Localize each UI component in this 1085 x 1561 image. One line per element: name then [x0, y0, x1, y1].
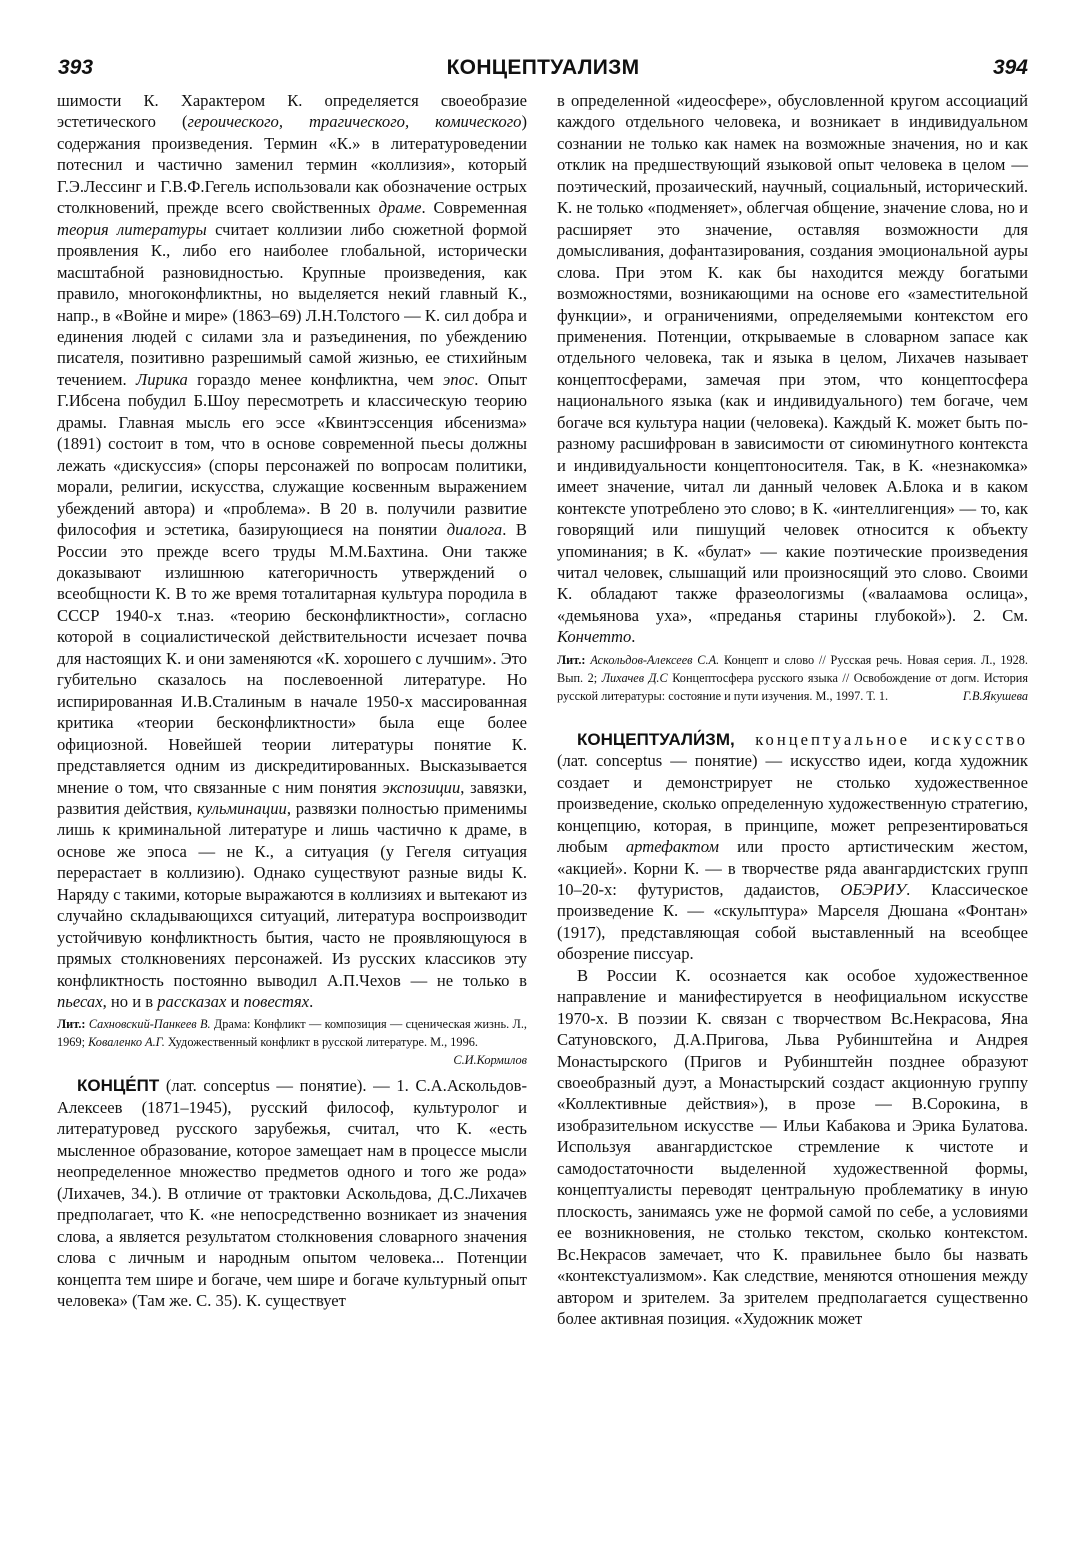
page-number-left: 393 [58, 56, 94, 79]
entry-separator [557, 705, 1028, 729]
literature-reference-konflikt: Лит.: Сахновский-Панкеев В. Драма: Конфликт — композиция — сценическая жизнь. Л., 1969; Коваленко А.Г. Художественный конфликт в русской литературе. М., 1996. С.И.Кормилов [57, 1017, 527, 1068]
konflikt-continuation-paragraph: шимости К. Характером К. определяется своеобразие эстетического (героического, трагического, комического) содержания произведения. Термин «К.» в литературоведении потеснил и частично заменил термин «коллизия», который Г.Э.Лессинг и Г.В.Ф.Гегель использовали как обозначение острых столкновений, прежде всего свойственных драме. Современная теория литературы считает коллизии либо сюжетной формой проявления К., либо его наиболее глобальной, исторически масштабной разновидностью. Крупные произведения, как правило, многоконфликтны, но выделяется некий главный К., напр., в «Войне и мире» (1863–69) Л.Н.Толстого — К. сил добра и единения людей с силами зла и разъединения, по убеждению писателя, позитивно разрешимый самой жизнью, ее стихийным течением. Лирика гораздо менее конфликтна, чем эпос. Опыт Г.Ибсена побудил Б.Шоу пересмотреть и классическую теорию драмы. Главная мысль его эссе «Квинтэссенция ибсенизма» (1891) состоит в том, что в основе современной пьесы должны лежать «дискуссия» (споры персонажей по вопросам политики, морали, религии, искусства, служащие косвенным выражением убеждений автора) и «проблема». В 20 в. получили развитие философия и эстетика, базирующиеся на понятии диалога. В России это прежде всего труды М.М.Бахтина. Они также доказывают излишнюю категоричность утверждений о всеобщности К. В то же время тоталитарная культура породила в СССР 1940-х т.наз. «теорию бесконфликтности», согласно которой в социалистической действительности исчезает почва для настоящих К. и они заменяются «К. хорошего с лучшим». Это губительно сказалось на послевоенной литературе. Но испирированная И.В.Сталиным в начале 1950-х массированная критика «теории бесконфликтности» была еще более официозной. Новейшей теории литературы понятие К. представляется одним из дискредитированных. Высказывается мнение о том, что связанные с ним понятия экспозиции, завязки, развития действия, кульминации, развязки полностью применимы лишь к криминальной литературе и лишь частично к драме, в основе же эпоса — не К., а ситуация (у Гегеля ситуация перерастает в коллизию). Однако существуют разные виды К. Наряду с такими, которые выражаются в коллизиях и вытекают из случайно складывающихся ситуаций, литература воспроизводит устойчивую конфликтность бытия, часто не проявляющуюся в прямых столкновениях персонажей. Из русских классиков эту конфликтность постоянно выводил А.П.Чехов — не только в пьесах, но и в рассказах и повестях. [57, 91, 528, 1012]
headword: КОНЦЕПТУАЛИ́ЗМ, [577, 729, 735, 749]
headword: КОНЦЕ́ПТ [77, 1076, 160, 1096]
literature-reference-koncept: Лит.: Аскольдов-Алексеев С.А. Концепт и слово // Русская речь. Новая серия. Л., 1928. Вып. 2; Лихачев Д.С Концептосфера русского языка // Освобождение от догм. История русской литературы: состояние и пути изучения. М., 1997. Т. 1. Г.В.Якушева [557, 652, 1028, 703]
right-column [557, 90, 1028, 1329]
running-title: КОНЦЕПТУАЛИЗМ [446, 56, 640, 79]
article-author: Г.В.Якушева [962, 688, 1028, 703]
koncept-continuation-paragraph: в определенной «идеосфере», обусловленной кругом ассоциаций каждого отдельного человека, и возникает в индивидуальном сознании не только как намек на возможные значения, но и как отклик на предшествующий языковой опыт человека в целом — поэтический, прозаический, научный, социальный, исторический. К. не только «подменяет», облегчая общение, значение слова, но и расширяет это значение, оставляя возможности для домысливания, дофантазирования, создания эмоциональной ауры слова. При этом К. как бы находится между богатыми возможностями, возникающими на основе его «заместительной функции», и ограничениями, определяемыми контекстом его применения. Потенции, открываемые в словарном запасе как отдельного человека, так и языка в целом, Лихачев называет концептосферами, замечая при этом, что концептосфера национального языка (как и индивидуального) тем богаче, чем богаче вся культура нации (человека). Каждый К. может быть по-разному расшифрован в зависимости от сиюминутного контекста и индивидуальности концептоносителя. Так, в К. «незнакомка» имеет значение, читал ли данный человек А.Блока и в каком контексте употреблено это слово; в К. «интеллигенция» — то, как говорящий или пишущий человек относится к объекту упоминания; в К. «булат» — какие поэтические произведения читал человек, слышащий или произносящий это слово. Своими К. обладают также фразеологизмы («валаамова ослица», «демьянова уха», «преданья старины глубокой»). 2. См. Кончетто. [557, 91, 1028, 647]
running-header [58, 56, 1028, 90]
left-column [57, 90, 527, 1311]
article-author: С.И.Кормилов [453, 1053, 527, 1068]
koncept-entry: КОНЦЕ́ПТ (лат. conceptus — понятие). — 1. С.А.Аскольдов-Алексеев (1871–1945), русский философ, культуролог и литературовед русского зарубежья, считал, что К. «есть мысленное образование, которое замещает нам в процессе мысли неопределенное множество предметов одного и того же рода» (Лихачев, 34.). В отличие от трактовки Аскольдова, Д.С.Лихачев предполагает, что К. «не непосредственно возникает из значения слова, а является результатом столкновения словарного значения слова с личным и народным опытом человека... Потенции концепта тем шире и богаче, чем шире и богаче культурный опыт человека» (Там же. С. 35). К. существует [57, 1076, 527, 1311]
page-number-right: 394 [992, 56, 1028, 79]
konceptualizm-russia-paragraph: В России К. осознается как особое художественное направление и манифестируется в неофициальном искусстве 1970-х. В поэзии К. связан с творчеством Вс.Некрасова, Яна Сатуновского, Д.А.Пригова, Льва Рубинштейна и Андрея Монастырского (Пригов и Рубинштейн позднее образуют своеобразный дуэт, а Монастырский создаст акционную группу «Коллективные действия»), в прозе — В.Сорокина, в изобразительном искусстве — Ильи Кабакова и Эрика Булатова. Используя авангардистское стремление к чистоте и самодостаточности выделенной художественной формы, концептуалисты переводят центральную проблематику в иную плоскость, занимаясь уже не формой самой по себе, а условиями ее возникновения, не столько текстом, сколько контекстом. Вс.Некрасов замечает, что К. правильнее было бы назвать «контекстуализмом». Как следствие, меняются отношения между автором и зрителем. За зрителем предполагается существенно более активная позиция. «Художник может [557, 965, 1028, 1329]
konceptualizm-entry: КОНЦЕПТУАЛИ́ЗМ, концептуальное искусство (лат. conceptus — понятие) — искусство идеи, когда художник создает и демонстрирует не столько художественное произведение, сколько определенную художественную стратегию, концепцию, которая, в принципе, может репрезентироваться любым артефактом или просто артистическим жестом, «акцией». Корни К. — в творчестве ряда авангардистских групп 10–20-х: футуристов, дадаистов, ОБЭРИУ. Классическое произведение К. — «скульптура» Марселя Дюшана «Фонтан» (1917), представляющая собой выставленный на всеобщее обозрение писсуар. [557, 729, 1028, 964]
